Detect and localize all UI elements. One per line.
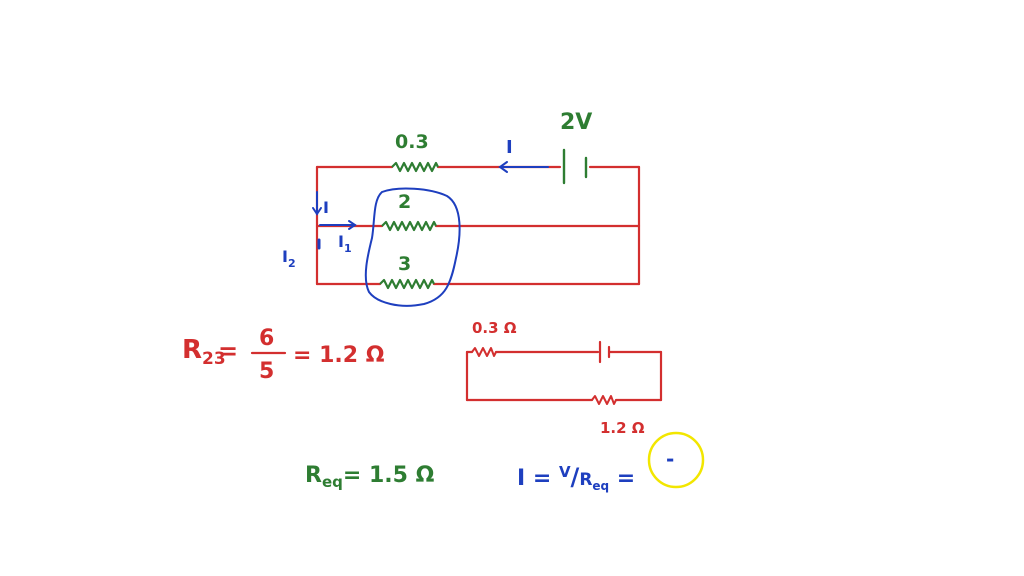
eq-resistor-1-2-label: 1.2 Ω <box>600 419 645 437</box>
left-current-label: I <box>323 198 329 217</box>
parallel-resistor-bottom-label: 3 <box>398 253 412 275</box>
req-equation <box>305 463 435 491</box>
eq-battery-icon <box>600 342 609 362</box>
r23-denominator: 5 <box>259 359 275 384</box>
r23-result: = 1.2 Ω <box>293 343 385 368</box>
eq-resistor-0-3-label: 0.3 Ω <box>472 319 517 337</box>
req-lhs: $R_{eq}= 1.5$ Ω <box>305 463 435 491</box>
left-current-arrow-icon <box>313 192 321 214</box>
r23-lhs: $R_{23}$ <box>182 335 226 369</box>
equivalent-circuit-wires <box>467 352 661 400</box>
r23-equation <box>182 326 385 384</box>
eq-resistor-1-2-icon <box>592 396 616 404</box>
current-equation <box>517 463 635 493</box>
branch1-current-arrow-icon <box>320 221 355 229</box>
r23-numerator: 6 <box>259 326 275 351</box>
main-current-arrow-icon <box>500 162 548 172</box>
battery-voltage-label: 2V <box>560 110 593 135</box>
series-resistor-label: 0.3 <box>395 131 429 153</box>
series-resistor-icon <box>392 163 438 171</box>
current-equation-text: $I = ^V/R_{eq}$ = <box>517 463 636 493</box>
equivalent-circuit <box>467 319 661 437</box>
main-current-label: I <box>506 137 513 158</box>
r23-equals: = <box>218 337 239 365</box>
main-circuit <box>282 110 639 306</box>
parallel-resistor-top-icon <box>382 222 436 230</box>
branch1-current-label: $I_1$ <box>338 232 352 255</box>
cursor-mark: - <box>666 447 675 471</box>
eq-resistor-0-3-icon <box>472 348 496 356</box>
pen-cursor-indicator <box>649 433 703 487</box>
parallel-resistor-top-label: 2 <box>398 191 412 213</box>
battery-icon <box>564 150 586 183</box>
branch2-current-label: $I_2$ <box>282 247 296 270</box>
parallel-resistor-bottom-icon <box>380 280 434 288</box>
